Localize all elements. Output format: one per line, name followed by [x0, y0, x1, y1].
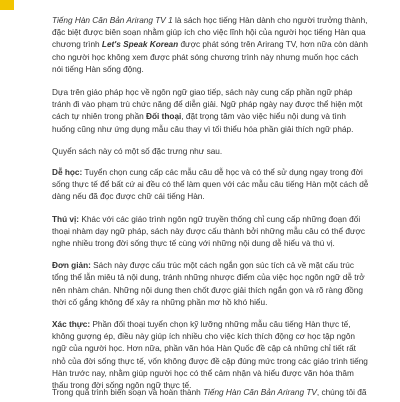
closing-paragraph [52, 387, 370, 399]
brand-corner-mark [0, 0, 14, 10]
feature-text: Sách này được cấu trúc một cách ngắn gọn súc tích cả về mặt cấu trúc tổng thể lẫn miêu tả nội dung, tránh những nhược điểm của việc học ngôn ngữ dễ trở nên nhàm chán. Những nội dung then chốt được giải thích ngắn gọn và rõ ràng đồng thời cố gắng không để xảy ra những phần mơ hồ khó hiểu. [52, 261, 365, 307]
closing-text-2: , chúng tôi đã [316, 388, 367, 397]
method-text-2: , đặt trọng tâm vào việc hiểu nội dung và tình huống cũng như ứng dụng mẫu câu thay vì tối thiểu hóa phần giải thích ngữ pháp. [52, 112, 354, 134]
closing-book-title: Tiếng Hàn Căn Bản Arirang TV [203, 388, 317, 397]
feature-easy [52, 167, 370, 204]
method-paragraph [52, 87, 370, 136]
closing-text-1: Trong quá trình biên soạn và hoàn thành [52, 388, 204, 397]
feature-text: Phần đối thoại tuyển chọn kỹ lưỡng những mẫu câu tiếng Hàn thực tế, không gượng ép, điều này giúp ích nhiều cho việc kích thích động cơ học tập ngôn ngữ của người học. Hơn nữa, phần văn hóa Hàn Quốc đề cập cả những chỉ tiết rất nhỏ của đời sống thực tế, vốn không được đề cập đúng mức trong các giáo trình tiếng Hàn trước nay, nhằm giúp người học có thể cảm nhận và hiểu được văn hóa thâm thấu trong đời sống ngôn ngữ thực tế. [52, 320, 368, 391]
features-intro: Quyển sách này có một số đặc trưng như sau. [52, 146, 223, 156]
feature-text: Tuyển chọn cung cấp các mẫu câu dễ học và có thể sử dụng ngay trong đời sống thực tế để bất cứ ai đều có thể làm quen với các mẫu câu tiếng Hàn một cách dễ dàng nếu đã đọc được chữ cái tiếng Hàn. [52, 168, 369, 202]
feature-label: Thú vị: [52, 214, 80, 224]
feature-label: Dễ học: [52, 168, 83, 178]
intro-text-2: được phát sóng trên Arirang TV, hơn nữa còn dành cho người học không xem được phát sóng chương trình này nhưng muốn học cách nói tiếng Hàn sống động. [52, 40, 368, 74]
feature-label: Xác thực: [52, 320, 91, 330]
intro-paragraph [52, 15, 370, 76]
program-name: Let's Speak Korean [101, 40, 179, 50]
feature-text: Khác với các giáo trình ngôn ngữ truyền thống chỉ cung cấp những đoạn đối thoại nhàm dạy ngữ pháp, sách này được cấu thành bởi những mẫu câu có thể được nghe nhiều trong đời sống thực tế cùng với những nội dung dễ hiểu và thú vị. [52, 214, 366, 249]
intro-text-1: là sách học tiếng Hàn dành cho người trưởng thành, đặc biệt được biên soạn nhằm giúp ích cho việc lĩnh hội của người học tiếng Hàn qua chương trình [52, 16, 368, 50]
feature-authentic [52, 319, 370, 392]
method-text-1: Dựa trên giáo pháp học về ngôn ngữ giao tiếp, sách này cung cấp phần ngữ pháp tránh đi vào phạm trù chức năng để diễn giải. Ngữ pháp ngày nay được thể hiện một cách tự nhiên trong phần [52, 88, 363, 122]
feature-simple [52, 260, 370, 309]
feature-label: Đơn giản: [52, 261, 91, 271]
preface-body [52, 15, 370, 402]
feature-interesting [52, 214, 370, 251]
book-title: Tiếng Hàn Căn Bản Arirang TV 1 [52, 16, 173, 25]
dialogue-term: Đối thoại [146, 112, 182, 122]
